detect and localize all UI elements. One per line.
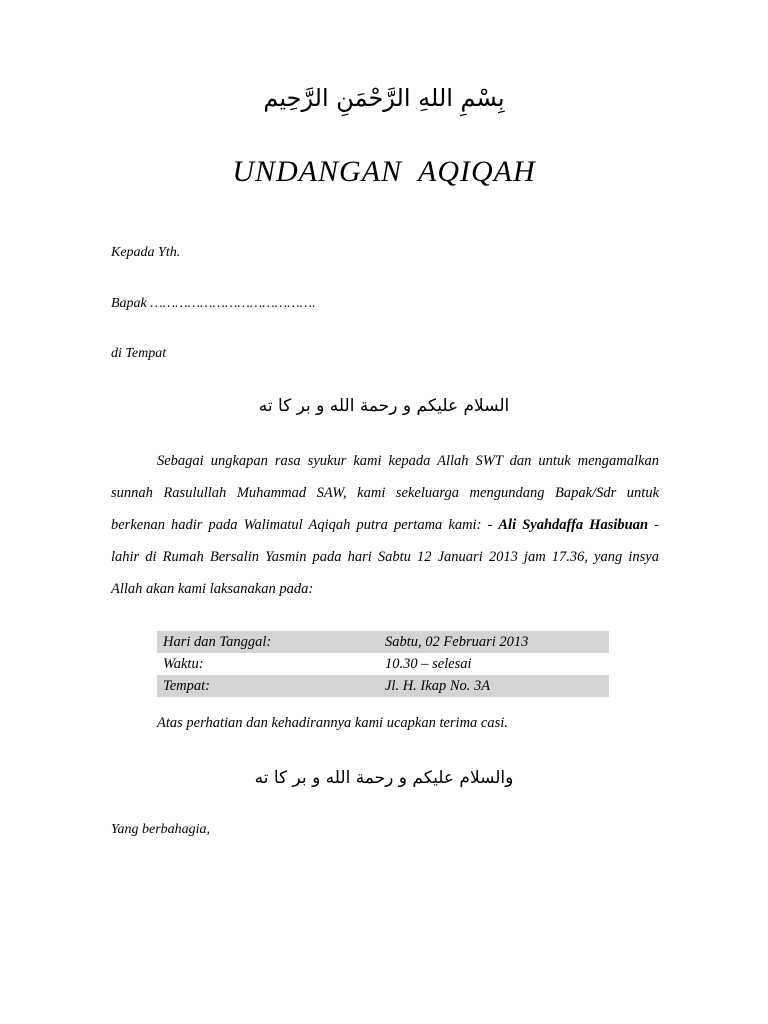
salam-opening: السلام عليكم و رحمة الله و بر كا ته (258, 396, 510, 416)
table-row (157, 675, 609, 697)
recipient-tempat: di Tempat (111, 346, 167, 361)
recipient-kepada: Kepada Yth. (111, 245, 181, 260)
event-value: Jl. H. Ikap No. 3A (379, 675, 609, 697)
event-details-table (157, 631, 609, 697)
salam-closing: والسلام عليكم و رحمة الله و بر كا ته (254, 768, 514, 788)
event-value: Sabtu, 02 Februari 2013 (379, 631, 609, 653)
signoff: Yang berbahagia, (111, 822, 211, 837)
basmalah-heading: بِسْمِ اللهِ الرَّحْمَنِ الرَّحِيم (263, 84, 505, 112)
table-row (157, 653, 609, 675)
event-label: Tempat: (157, 675, 379, 697)
child-name: Ali Syahdaffa Hasibuan (498, 517, 649, 533)
body-paragraph (111, 445, 659, 605)
page-title: UNDANGAN AQIQAH (232, 155, 536, 188)
body-part2: - lahir di Rumah Bersalin Yasmin pada hari Sabtu 12 Januari 2013 jam 17.36, yang insya Allah akan kami laksanakan pada: (111, 517, 659, 597)
event-label: Hari dan Tanggal: (157, 631, 379, 653)
event-label: Waktu: (163, 655, 204, 672)
event-value: 10.30 – selesai (385, 655, 472, 672)
closing-text: Atas perhatian dan kehadirannya kami ucapkan terima casi. (157, 715, 508, 731)
table-row (157, 631, 609, 653)
body-part1: Sebagai ungkapan rasa syukur kami kepada Allah SWT dan untuk mengamalkan sunnah Rasulullah Muhammad SAW, kami sekeluarga mengundang Bapak/Sdr untuk berkenan hadir pada Walimatul Aqiqah putra pertama kami: - (111, 453, 659, 533)
recipient-bapak: Bapak …………………………………. (111, 296, 316, 311)
